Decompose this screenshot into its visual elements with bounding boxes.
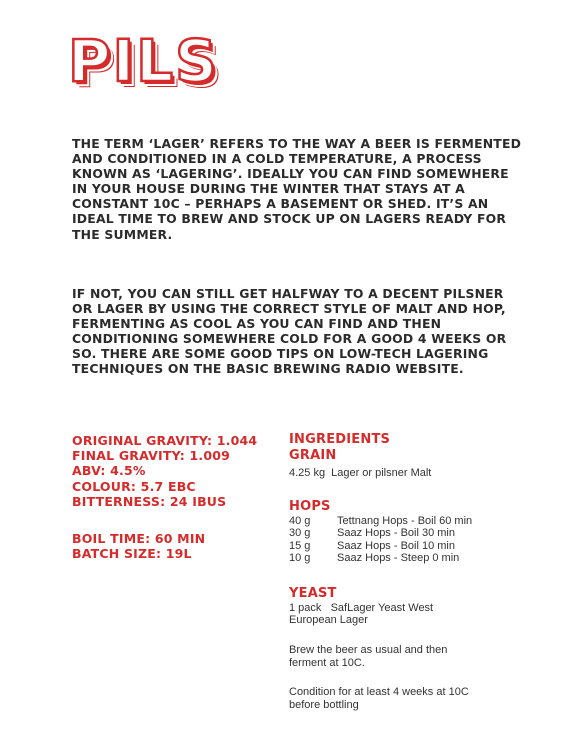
grain-list bbox=[289, 467, 559, 480]
ingredients-heading-block bbox=[289, 432, 559, 463]
original-gravity: ORIGINAL GRAVITY: 1.044 bbox=[72, 433, 258, 448]
hops-section bbox=[289, 499, 559, 565]
hop-qty: 10 g bbox=[289, 552, 311, 564]
colour: COLOUR: 5.7 EBC bbox=[72, 478, 196, 494]
hop-qty: 40 g bbox=[289, 514, 311, 527]
recipe-stats bbox=[72, 433, 282, 509]
final-gravity: FINAL GRAVITY: 1.009 bbox=[72, 448, 231, 464]
condition-note bbox=[289, 686, 469, 711]
grain-qty: 4.25 kg bbox=[289, 467, 326, 479]
grain-item bbox=[289, 467, 559, 480]
yeast-item: 1 pack SafLager Yeast West European Lager bbox=[289, 601, 437, 626]
brew-note-text: Brew the beer as usual and then ferment at 10C. bbox=[289, 644, 448, 669]
grain-heading: GRAIN bbox=[289, 447, 337, 463]
hop-name: Saaz Hops - Boil 10 min bbox=[337, 539, 455, 552]
recipe-stats-boil bbox=[72, 531, 282, 561]
bitterness: BITTERNESS: 24 IBUS bbox=[72, 493, 227, 509]
recipe-title: PILS bbox=[68, 27, 219, 95]
hops-heading: HOPS bbox=[289, 499, 331, 514]
hop-name: Saaz Hops - Boil 30 min bbox=[337, 527, 455, 539]
hop-name: Tettnang Hops - Boil 60 min bbox=[337, 514, 473, 527]
intro-paragraph: THE TERM ‘LAGER’ REFERS TO THE WAY A BEER IS FERMENTED AND CONDITIONED IN A COLD TEMPERATURE, A PROCESS KNOWN AS ‘LAGERING’. IDEALLY YOU CAN FIND SOMEWHERE IN YOUR HOUSE DURING THE WINTER THAT STAYS AT A CONSTANT 10C – PERHAPS A BASEMENT OR SHED. IT’S AN IDEAL TIME TO BREW AND STOCK UP ON LAGERS READY FOR THE SUMMER. bbox=[72, 136, 522, 242]
hop-item bbox=[289, 540, 559, 553]
yeast-section bbox=[289, 586, 469, 627]
brew-note bbox=[289, 644, 469, 669]
ingredients-heading: INGREDIENTS bbox=[289, 432, 391, 447]
boil-time: BOIL TIME: 60 MIN bbox=[72, 531, 206, 546]
abv: ABV: 4.5% bbox=[72, 463, 146, 479]
hop-item bbox=[289, 552, 559, 565]
hop-qty: 15 g bbox=[289, 539, 311, 552]
intro-paragraph: IF NOT, YOU CAN STILL GET HALFWAY TO A DECENT PILSNER OR LAGER BY USING THE CORRECT STYLE OF MALT AND HOP, FERMENTING AS COOL AS YOU CAN FIND AND THEN CONDITIONING SOMEWHERE COLD FOR A GOOD 4 WEEKS OR SO. THERE ARE SOME GOOD TIPS ON LOW-TECH LAGERING TECHNIQUES ON THE BASIC BREWING RADIO WEBSITE. bbox=[72, 286, 507, 377]
yeast-heading: YEAST bbox=[289, 586, 337, 601]
hop-item bbox=[289, 515, 559, 528]
condition-note-text: Condition for at least 4 weeks at 10C before bottling bbox=[289, 686, 469, 711]
hop-qty: 30 g bbox=[289, 527, 311, 539]
grain-name: Lager or pilsner Malt bbox=[331, 467, 432, 479]
batch-size: BATCH SIZE: 19L bbox=[72, 546, 192, 562]
hop-item bbox=[289, 527, 559, 540]
hop-name: Saaz Hops - Steep 0 min bbox=[337, 552, 460, 564]
